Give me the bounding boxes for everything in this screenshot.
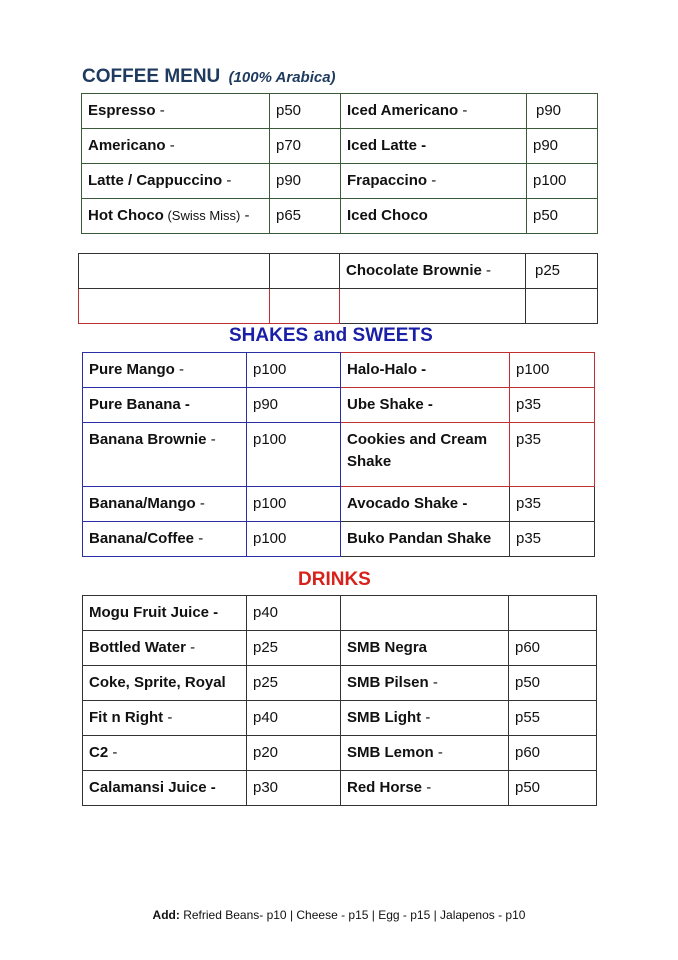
item-name-cell: Halo-Halo - [341, 353, 510, 388]
item-name-cell: SMB Lemon - [341, 736, 509, 771]
item-price-cell: p100 [247, 522, 341, 557]
item-name-cell: Pure Banana - [83, 388, 247, 423]
table-row [82, 94, 598, 129]
table-row [83, 771, 597, 806]
empty-cell [270, 289, 340, 324]
item-name-cell: C2 - [83, 736, 247, 771]
item-price-cell: p30 [247, 771, 341, 806]
empty-cell [341, 596, 509, 631]
item-price-cell: p90 [527, 94, 598, 129]
item-name-cell: Coke, Sprite, Royal [83, 666, 247, 701]
item-price-cell: p55 [509, 701, 597, 736]
shakes-table [82, 352, 595, 557]
table-row [83, 631, 597, 666]
menu-subtitle: (100% Arabica) [228, 69, 336, 86]
item-price-cell: p90 [270, 164, 341, 199]
coffee-menu-table [81, 93, 598, 234]
item-name-cell: Bottled Water - [83, 631, 247, 666]
item-name-cell: SMB Pilsen - [341, 666, 509, 701]
table-row [82, 199, 598, 234]
item-price-cell: p100 [247, 423, 341, 487]
item-price-cell: p60 [509, 736, 597, 771]
empty-cell [79, 289, 270, 324]
item-price-cell: p25 [526, 254, 598, 289]
table-row [82, 164, 598, 199]
item-price-cell: p100 [247, 353, 341, 388]
table-row [83, 423, 595, 487]
table-row [83, 353, 595, 388]
add-ons-text: Refried Beans- p10 | Cheese - p15 | Egg - p15 | Jalapenos - p10 [179, 908, 526, 922]
item-price-cell: p50 [509, 771, 597, 806]
item-price-cell: p35 [510, 423, 595, 487]
item-name-cell: Americano - [82, 129, 270, 164]
item-price-cell: p100 [527, 164, 598, 199]
item-price-cell: p25 [247, 666, 341, 701]
table-row [83, 666, 597, 701]
item-price-cell: p40 [247, 596, 341, 631]
item-name-cell: Red Horse - [341, 771, 509, 806]
item-price-cell: p100 [247, 487, 341, 522]
item-price-cell: p35 [510, 522, 595, 557]
table-row [83, 522, 595, 557]
drinks-section-title: DRINKS [298, 569, 371, 590]
item-price-cell: p60 [509, 631, 597, 666]
item-price-cell: p50 [270, 94, 341, 129]
table-row [83, 388, 595, 423]
empty-cell [340, 289, 526, 324]
item-name-cell: SMB Light - [341, 701, 509, 736]
item-price-cell: p50 [509, 666, 597, 701]
item-price-cell: p35 [510, 388, 595, 423]
item-name-cell: Espresso - [82, 94, 270, 129]
item-price-cell: p65 [270, 199, 341, 234]
menu-title: COFFEE MENU [82, 66, 221, 87]
item-price-cell: p70 [270, 129, 341, 164]
item-name-cell: Frapaccino - [341, 164, 527, 199]
item-name-cell: Cookies and Cream Shake [341, 423, 510, 487]
item-price-cell: p20 [247, 736, 341, 771]
item-name-cell: Banana/Mango - [83, 487, 247, 522]
item-name-cell: Calamansi Juice - [83, 771, 247, 806]
drinks-table [82, 595, 597, 806]
item-price-cell: p90 [527, 129, 598, 164]
item-name-cell: Avocado Shake - [341, 487, 510, 522]
table-row [83, 701, 597, 736]
table-row [83, 487, 595, 522]
table-row [83, 596, 597, 631]
item-price-cell: p90 [247, 388, 341, 423]
item-name-cell: Iced Americano - [341, 94, 527, 129]
item-name-cell: Latte / Cappuccino - [82, 164, 270, 199]
item-name-cell: Buko Pandan Shake [341, 522, 510, 557]
table-row [79, 289, 598, 324]
empty-cell [270, 254, 340, 289]
empty-cell [79, 254, 270, 289]
shakes-section-title: SHAKES and SWEETS [229, 325, 433, 346]
item-price-cell: p40 [247, 701, 341, 736]
page-title [82, 66, 336, 88]
empty-cell [526, 289, 598, 324]
item-name-cell: Hot Choco (Swiss Miss) - [82, 199, 270, 234]
item-price-cell: p100 [510, 353, 595, 388]
item-name-cell: Banana/Coffee - [83, 522, 247, 557]
empty-cell [509, 596, 597, 631]
item-name-cell: SMB Negra [341, 631, 509, 666]
table-row [82, 129, 598, 164]
item-price-cell: p25 [247, 631, 341, 666]
item-name-cell: Iced Latte - [341, 129, 527, 164]
item-name-cell: Chocolate Brownie - [340, 254, 526, 289]
item-name-cell: Mogu Fruit Juice - [83, 596, 247, 631]
item-name-cell: Pure Mango - [83, 353, 247, 388]
table-row [79, 254, 598, 289]
add-ons-footer [0, 908, 678, 922]
add-label: Add: [152, 908, 180, 922]
item-name-cell: Iced Choco [341, 199, 527, 234]
item-price-cell: p35 [510, 487, 595, 522]
item-name-cell: Ube Shake - [341, 388, 510, 423]
item-name-cell: Fit n Right - [83, 701, 247, 736]
table-row [83, 736, 597, 771]
item-name-cell: Banana Brownie - [83, 423, 247, 487]
brownie-table [78, 253, 598, 324]
item-price-cell: p50 [527, 199, 598, 234]
